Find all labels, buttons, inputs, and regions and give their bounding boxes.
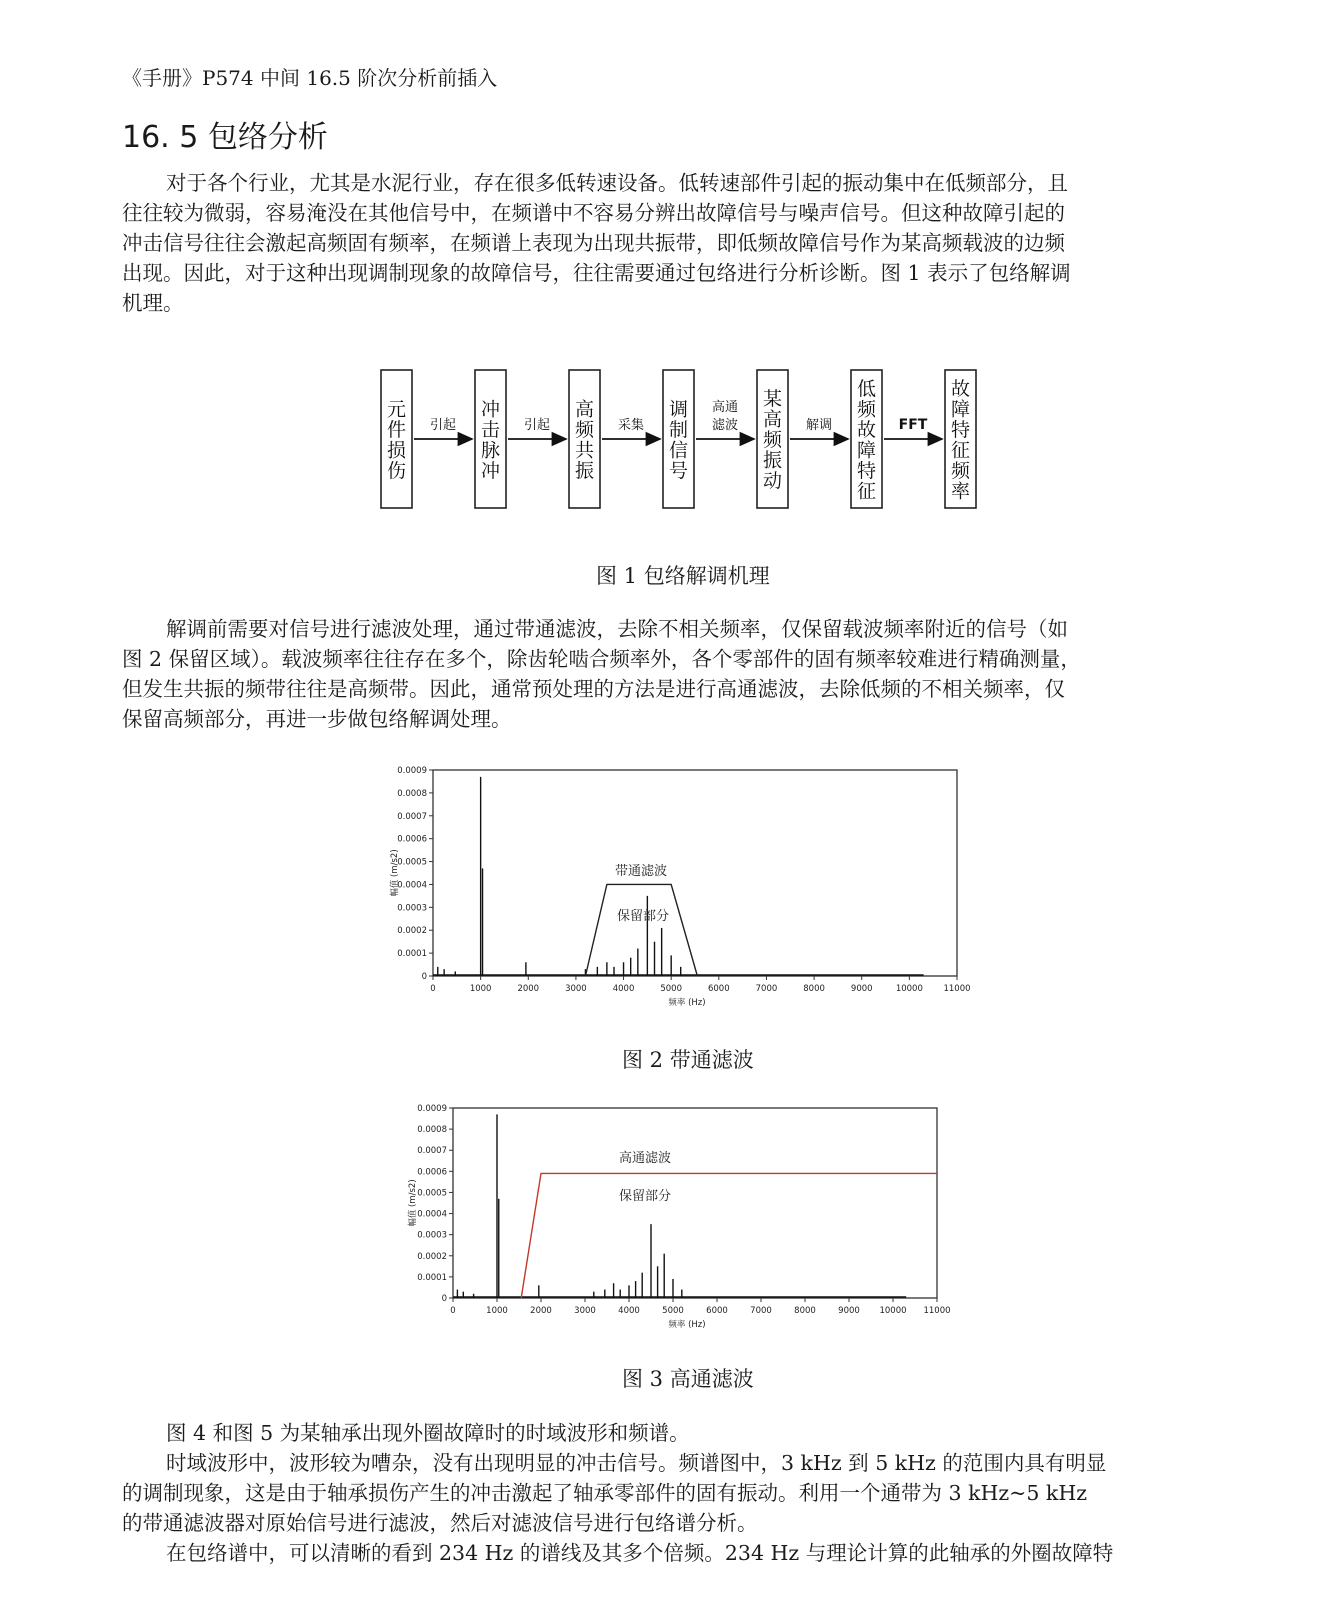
flow-box (757, 370, 788, 508)
flow-box-char: 频 (762, 429, 783, 451)
flow-box-char: 频 (574, 418, 595, 441)
y-tick-label: 0.0005 (397, 857, 427, 868)
text-line: 解调前需要对信号进行滤波处理，通过带通滤波，去除不相关频率，仅保留载波频率附近的信号（如 (166, 617, 1068, 641)
x-tick-label: 8000 (803, 984, 825, 994)
text-line: 对于各个行业，尤其是水泥行业，存在很多低转速设备。低转速部件引起的振动集中在低频部分，且 (166, 171, 1068, 195)
flow-box-char: 障 (950, 398, 971, 421)
text-line: 冲击信号往往会激起高频固有频率，在频谱上表现为出现共振带，即低频故障信号作为某高频载波的边频 (122, 231, 1065, 255)
flow-arrow-label: FFT (898, 417, 928, 433)
x-tick-label: 7000 (755, 984, 778, 994)
flow-arrow-label: 引起 (523, 418, 551, 433)
flow-box-char: 故 (856, 418, 877, 441)
x-tick-label: 4000 (612, 984, 635, 994)
y-tick-label: 0.0003 (397, 903, 427, 914)
x-tick-label: 1000 (469, 984, 492, 994)
y-tick-label: 0.0001 (417, 1272, 447, 1283)
flow-box (569, 370, 600, 508)
filter-label: 带通滤波 (614, 864, 668, 879)
flow-box-char: 特 (950, 418, 971, 441)
text-line: 机理。 (122, 291, 184, 315)
text-line: 的带通滤波器对原始信号进行滤波，然后对滤波信号进行包络谱分析。 (122, 1511, 758, 1535)
x-tick-label: 3000 (574, 1306, 596, 1316)
flow-box (475, 370, 506, 508)
flow-box-char: 振 (762, 449, 783, 472)
header-note: 《手册》P574 中间 16.5 阶次分析前插入 (122, 66, 498, 90)
flow-arrow-label: 采集 (617, 418, 645, 433)
x-axis-label: 频率 (Hz) (668, 998, 706, 1008)
flow-box-char: 特 (856, 459, 877, 482)
paragraph-time-domain (122, 1448, 1207, 1538)
paragraph-figures-4-5 (122, 1418, 1207, 1448)
y-tick-label: 0.0006 (417, 1167, 447, 1178)
flow-box (945, 370, 976, 508)
flow-arrow-label: 引起 (429, 418, 457, 433)
y-axis-label: 幅值 (m/s2) (408, 1179, 418, 1227)
x-tick-label: 11000 (923, 1306, 951, 1316)
y-tick-label: 0.0008 (397, 788, 427, 799)
y-tick-label: 0 (441, 1294, 447, 1304)
flow-arrow-label: 解调 (805, 418, 833, 433)
flow-box (381, 370, 412, 508)
flow-box-char: 率 (950, 480, 971, 503)
x-tick-label: 6000 (706, 1306, 728, 1316)
flow-box-char: 调 (668, 398, 689, 421)
y-tick-label: 0.0009 (397, 766, 427, 776)
x-tick-label: 3000 (565, 984, 587, 994)
flow-box-char: 动 (762, 470, 783, 492)
flow-box-char: 元 (386, 398, 407, 421)
retained-region-label: 保留部分 (618, 1189, 672, 1204)
flow-box-char: 号 (668, 459, 689, 482)
flow-box-char: 征 (856, 480, 877, 503)
figure-2-caption: 图 2 带通滤波 (622, 1048, 754, 1072)
text-line: 在包络谱中，可以清晰的看到 234 Hz 的谱线及其多个倍频。234 Hz 与理论计算的此轴承的外圈故障特 (166, 1541, 1114, 1565)
text-line: 但发生共振的频带往往是高频带。因此，通常预处理的方法是进行高通滤波，去除低频的不相关频率，仅 (122, 677, 1065, 701)
x-tick-label: 7000 (750, 1306, 772, 1316)
y-tick-label: 0.0009 (417, 1104, 447, 1114)
x-tick-label: 2000 (517, 984, 540, 994)
flow-arrow-label: 滤波 (711, 418, 739, 433)
x-tick-label: 10000 (879, 1306, 907, 1316)
y-tick-label: 0.0007 (417, 1146, 447, 1157)
flow-arrow (414, 417, 472, 439)
text-line: 时域波形中，波形较为嘈杂，没有出现明显的冲击信号。频谱图中，3 kHz 到 5 kHz 的范围内具有明显 (166, 1451, 1107, 1475)
y-tick-label: 0.0007 (397, 811, 427, 822)
y-tick-label: 0.0004 (397, 880, 427, 891)
x-tick-label: 10000 (895, 984, 923, 994)
y-axis-label: 幅值 (m/s2) (390, 849, 400, 897)
flow-box-char: 故 (950, 377, 971, 400)
y-tick-label: 0.0002 (417, 1251, 447, 1262)
text-line: 图 2 保留区域）。载波频率往往存在多个，除齿轮啮合频率外，各个零部件的固有频率较难进行精确测量， (122, 647, 1081, 671)
flow-box-char: 伤 (386, 459, 407, 482)
x-tick-label: 4000 (618, 1306, 640, 1316)
flow-box-char: 征 (950, 439, 971, 462)
plot-frame (433, 770, 957, 976)
flow-arrow (884, 417, 942, 439)
flow-arrow (790, 418, 848, 439)
flow-box-char: 信 (668, 439, 689, 462)
flow-box-char: 频 (856, 398, 877, 421)
text-line: 出现。因此，对于这种出现调制现象的故障信号，往往需要通过包络进行分析诊断。图 1 表示了包络解调 (122, 261, 1071, 285)
flow-box-char: 振 (574, 459, 595, 482)
flow-box-char: 制 (668, 418, 689, 441)
text-line: 图 4 和图 5 为某轴承出现外圈故障时的时域波形和频谱。 (166, 1421, 690, 1445)
section-title: 16. 5 包络分析 (122, 120, 328, 155)
x-tick-label: 11000 (943, 984, 971, 994)
x-tick-label: 5000 (660, 984, 683, 994)
flow-arrow-label: 高通 (711, 400, 739, 415)
y-tick-label: 0.0001 (397, 949, 427, 960)
text-line: 的调制现象，这是由于轴承损伤产生的冲击激起了轴承零部件的固有振动。利用一个通带为 3 kHz~5 kHz (122, 1481, 1088, 1505)
flow-box-char: 冲 (480, 459, 501, 482)
flow-box-char: 低 (856, 377, 877, 400)
x-tick-label: 9000 (838, 1306, 860, 1316)
x-tick-label: 0 (450, 1306, 456, 1316)
y-tick-label: 0.0008 (417, 1125, 447, 1136)
flow-box-char: 脉 (480, 439, 501, 462)
flow-arrow (602, 417, 660, 439)
flow-box-char: 某 (762, 388, 783, 410)
flow-arrow (508, 417, 566, 439)
text-line: 保留高频部分，再进一步做包络解调处理。 (122, 707, 512, 731)
highpass-spectrum-chart (405, 1100, 985, 1365)
filter-label: 高通滤波 (618, 1151, 672, 1166)
flow-box-char: 障 (856, 439, 877, 462)
flow-box-char: 共 (574, 439, 595, 462)
flow-arrow (696, 399, 754, 439)
x-tick-label: 1000 (486, 1306, 508, 1316)
retained-region-label: 保留部分 (616, 909, 670, 924)
bandpass-spectrum-chart (385, 760, 995, 1030)
y-tick-label: 0 (421, 972, 427, 982)
flow-box-char: 高 (574, 398, 595, 421)
x-tick-label: 8000 (794, 1306, 816, 1316)
y-tick-label: 0.0006 (397, 834, 427, 845)
flow-box-char: 高 (762, 408, 783, 431)
paragraph-intro (122, 168, 1207, 318)
flow-box (663, 370, 694, 508)
y-tick-label: 0.0002 (397, 926, 427, 937)
flow-box-char: 件 (386, 418, 407, 441)
demodulation-flow-diagram (380, 368, 1000, 518)
text-line: 往往较为微弱，容易淹没在其他信号中，在频谱中不容易分辨出故障信号与噪声信号。但这种故障引起的 (122, 201, 1065, 225)
flow-box-char: 频 (950, 459, 971, 482)
figure-3-caption: 图 3 高通滤波 (622, 1367, 754, 1391)
flow-box (851, 370, 882, 508)
x-axis-label: 频率 (Hz) (668, 1320, 706, 1330)
x-tick-label: 0 (430, 984, 436, 994)
paragraph-filtering (122, 614, 1207, 734)
flow-box-char: 冲 (480, 398, 501, 421)
x-tick-label: 9000 (850, 984, 873, 994)
figure-1-caption: 图 1 包络解调机理 (596, 564, 770, 588)
y-tick-label: 0.0003 (417, 1230, 447, 1241)
x-tick-label: 6000 (707, 984, 730, 994)
y-tick-label: 0.0005 (417, 1188, 447, 1199)
y-tick-label: 0.0004 (417, 1209, 447, 1220)
flow-box-char: 击 (480, 418, 501, 441)
flow-box-char: 损 (386, 439, 407, 462)
x-tick-label: 2000 (530, 1306, 552, 1316)
x-tick-label: 5000 (662, 1306, 684, 1316)
paragraph-envelope-spectrum (122, 1538, 1207, 1568)
